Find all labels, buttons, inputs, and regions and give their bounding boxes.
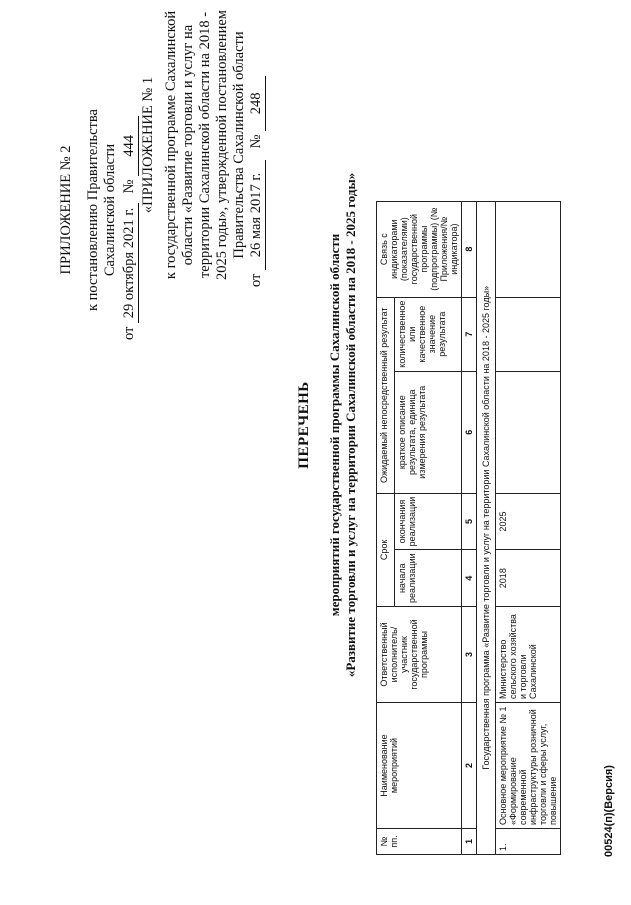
prev-appendix-line1: к государственной программе Сахалинской	[163, 10, 179, 280]
prev-appendix-from: от	[248, 273, 264, 287]
header-no: № пп.	[377, 829, 462, 855]
heading-subtitle-1: мероприятий государственной программы Сахалинской области	[327, 233, 342, 617]
row-result-desc	[496, 371, 561, 493]
column-number: 2	[462, 703, 477, 829]
header-term: Срок	[377, 493, 395, 606]
measures-table	[376, 201, 561, 855]
column-number: 3	[462, 607, 477, 703]
footer-version: 00524(п)(Версия)	[603, 765, 615, 857]
heading-title: ПЕРЕЧЕНЬ	[296, 381, 312, 469]
header-end: окончания реализации	[395, 493, 462, 550]
appendix-line1: к постановлению Правительства	[85, 109, 101, 311]
prev-appendix-date: 26 мая 2017 г.	[248, 160, 266, 270]
document-heading	[296, 125, 359, 725]
header-result: Ожидаемый непосредственный результат	[377, 297, 395, 493]
appendix-no-label: №	[121, 179, 137, 194]
row-end: 2025	[496, 493, 561, 550]
appendix-from: от	[121, 326, 137, 340]
table-row	[496, 201, 561, 854]
heading-subtitle-2: «Развитие торговли и услуг на территории Сахалинской области на 2018 - 2025 годы»	[343, 172, 358, 678]
prev-appendix-block	[140, 0, 266, 295]
header-link: Связь с индикаторами (показателями) государственной программы (подпрограммы) (№ Приложения/№ индикатора)	[377, 201, 462, 297]
column-number: 5	[462, 493, 477, 550]
header-start: начала реализации	[395, 550, 462, 607]
appendix-number: 444	[121, 116, 139, 176]
row-link	[496, 201, 561, 297]
row-result-val	[496, 297, 561, 371]
prev-appendix-line5: Правительства Сахалинской области	[231, 31, 247, 259]
row-no: 1.	[496, 829, 561, 855]
row-start: 2018	[496, 550, 561, 607]
header-result-val: количественное или качественное значение результата	[395, 297, 462, 371]
appendix-title: ПРИЛОЖЕНИЕ № 2	[58, 145, 74, 275]
header-executor: Ответственный исполнитель/участник государственной программы	[377, 607, 462, 703]
row-name: Основное мероприятие № 1 «Формирование современной инфраструктуры розничной торговли и сферы услуг, повышение	[496, 703, 561, 829]
prev-appendix-line3: территории Сахалинской области на 2018 -	[197, 11, 213, 279]
header-result-desc: краткое описание результата, единица измерения результата	[395, 371, 462, 493]
prev-appendix-title: «ПРИЛОЖЕНИЕ № 1	[140, 76, 156, 214]
prev-appendix-line2: области «Развитие торговли и услуг на	[180, 24, 196, 266]
appendix-block	[58, 80, 139, 340]
program-row: Государственная программа «Развитие торговли и услуг на территории Сахалинской области на 2018 - 2025 годы»	[477, 201, 496, 854]
appendix-line2: Сахалинской области	[102, 143, 118, 277]
column-number: 7	[462, 297, 477, 371]
appendix-date: 29 октября 2021 г.	[121, 203, 139, 323]
header-name: Наименование мероприятий	[377, 703, 462, 829]
column-number: 4	[462, 550, 477, 607]
prev-appendix-line4: 2025 годы», утвержденной постановлением	[214, 10, 230, 280]
prev-appendix-no-label: №	[248, 134, 264, 149]
column-number: 1	[462, 829, 477, 855]
column-number: 6	[462, 371, 477, 493]
prev-appendix-number: 248	[248, 76, 266, 131]
column-number: 8	[462, 201, 477, 297]
row-executor: Министерство сельского хозяйства и торговли Сахалинской	[496, 607, 561, 703]
